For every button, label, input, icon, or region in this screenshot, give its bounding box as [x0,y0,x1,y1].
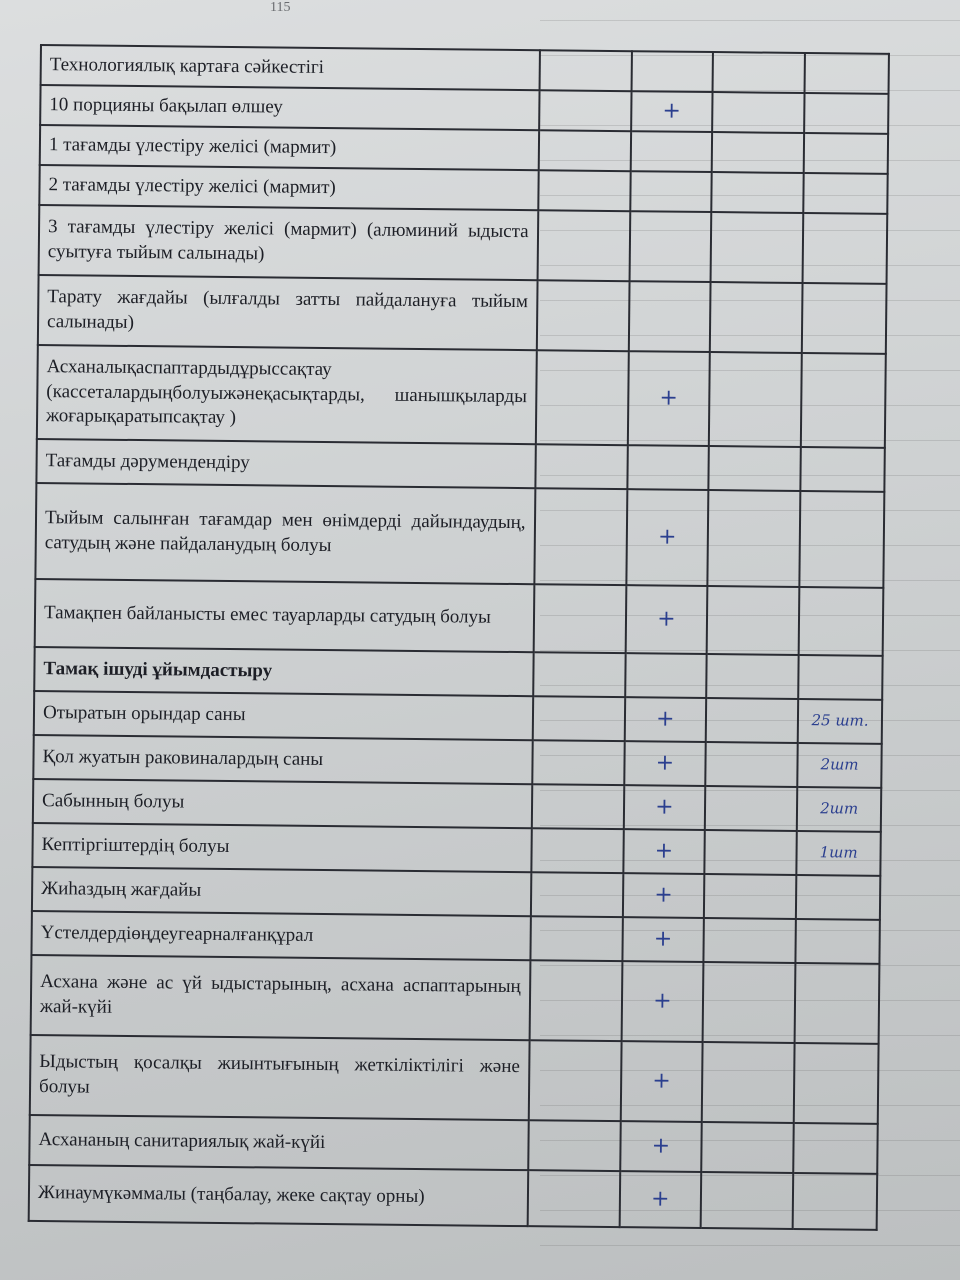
criterion-label: Кептіргіштердің болуы [32,823,531,872]
criterion-label: 1 тағамды үлестіру желісі (мармит) [40,125,539,170]
handwritten-note-cell [796,919,880,964]
criterion-label: Тыйым салынған тағамдар мен өнімдерді дайындаудың, сатудың және пайдаланудың болуы [35,483,535,584]
handwritten-note-cell [801,353,886,448]
check-cell [530,872,622,917]
handwritten-note-cell [803,173,887,214]
check-cell [712,92,804,133]
check-cell [532,740,624,785]
check-cell [539,90,631,131]
criterion-label: Асханалықаспаптардыдұрыссақтау (кассеталардыңболуыжәнеқасықтарды, шанышқыларды жоғарықаратыпсақтау ) [37,345,537,444]
criterion-label: Сабынның болуы [33,779,532,828]
criterion-label: Жиһаздың жағдайы [32,867,531,916]
check-cell [704,874,796,919]
check-cell [631,51,713,92]
table-row [29,1115,877,1174]
handwritten-note-cell [800,491,885,588]
handwritten-note-cell [799,587,884,656]
check-cell [536,280,629,351]
criterion-label: Асхана және ас үй ыдыстарының, асхана аспаптарының жай-күйі [31,955,530,1040]
check-cell [707,586,800,655]
check-cell [628,281,710,352]
criterion-label: Тамақпен байланысты емес тауарларды сатудың болуы [35,579,534,652]
table-row [31,955,880,1044]
handwritten-note-cell: 25 шт. [798,699,882,744]
check-cell: + [624,697,706,742]
check-cell [630,171,712,212]
handwritten-note-cell: 2шт [797,787,881,832]
table-row [38,275,887,354]
inspection-table [28,44,890,1231]
check-cell [711,212,804,283]
criterion-label: Жинаумүкәммалы (таңбалау, жеке сақтау орны) [29,1165,528,1226]
check-cell [629,211,711,282]
criterion-label: Тарату жағдайы (ылғалды затты пайдалануға тыйым салынады) [38,275,537,350]
check-cell [704,918,796,963]
check-cell [709,446,801,491]
check-cell [630,131,712,172]
handwritten-note-cell [793,1123,877,1174]
check-cell: + [619,1171,701,1228]
check-cell [538,130,630,171]
check-cell [705,830,797,875]
check-cell [535,350,628,445]
check-cell [708,490,801,587]
check-cell: + [627,351,710,446]
check-cell [531,828,623,873]
check-cell: + [621,961,704,1042]
check-cell [530,916,622,961]
check-cell [627,445,709,490]
handwritten-note-cell [795,963,880,1044]
check-cell [528,1120,620,1171]
handwritten-note-cell [804,133,888,174]
check-cell [712,132,804,173]
check-cell [702,1042,795,1123]
handwritten-note-cell [804,93,888,134]
handwritten-note-cell [802,283,887,354]
check-cell [706,654,798,699]
table-row [30,1035,879,1124]
check-cell [710,282,803,353]
check-cell [528,1040,621,1121]
table-row [35,483,884,588]
inspection-table-body [29,45,889,1230]
check-cell [533,584,626,653]
check-cell: + [624,741,706,786]
check-cell: + [625,585,707,654]
criterion-label: Технологиялық картаға сәйкестігі [41,45,540,90]
table-row [29,1165,878,1230]
criterion-label: Қол жуатын раковиналардың саны [33,735,532,784]
check-cell: + [622,873,704,918]
page-edge-mark: 115 [270,0,291,15]
check-cell: + [623,785,705,830]
check-cell [706,742,798,787]
section-heading: Тамақ ішуді ұйымдастыру [34,647,533,696]
check-cell [712,172,804,213]
check-cell: + [631,91,713,132]
check-cell [538,170,630,211]
table-row [35,579,884,656]
check-cell: + [622,917,704,962]
check-cell [709,352,802,447]
check-cell: + [620,1121,702,1172]
handwritten-note-cell [805,53,889,94]
handwritten-note-cell [796,875,880,920]
check-cell [532,696,624,741]
check-cell [531,784,623,829]
check-cell [537,210,630,281]
check-cell [705,786,797,831]
handwritten-note-cell: 2шт [797,743,881,788]
handwritten-note-cell [798,655,882,700]
criterion-label: 2 тағамды үлестіру желісі (мармит) [39,165,538,210]
check-cell [625,653,707,698]
handwritten-note-cell: 1шт [797,831,881,876]
criterion-label: Асхананың санитариялық жай-күйі [29,1115,528,1170]
check-cell [539,50,631,91]
check-cell [534,488,627,585]
check-cell [713,52,805,93]
check-cell [701,1122,793,1173]
criterion-label: Ыдыстың қосалқы жиынтығының жеткіліктілігі және болуы [30,1035,529,1120]
handwritten-note-cell [793,1173,877,1230]
criterion-label: Тағамды дәрумендендіру [36,439,535,488]
handwritten-note-cell [794,1043,879,1124]
table-row [37,345,886,448]
check-cell [535,444,627,489]
check-cell [533,652,625,697]
check-cell [701,1172,794,1229]
check-cell: + [620,1041,703,1122]
criterion-label: 10 порцияны бақылап өлшеу [40,85,539,130]
check-cell [703,962,796,1043]
check-cell [529,960,622,1041]
table-row [39,205,888,284]
handwritten-note-cell [801,447,885,492]
criterion-label: Үстелдердіөңдеугеарналғанқұрал [31,911,530,960]
check-cell [527,1170,620,1227]
check-cell: + [623,829,705,874]
check-cell [706,698,798,743]
check-cell: + [626,489,709,586]
criterion-label: Отыратын орындар саны [34,691,533,740]
handwritten-note-cell [803,213,888,284]
criterion-label: 3 тағамды үлестіру желісі (мармит) (алюминий ыдыста суытуға тыйым салынады) [39,205,538,280]
